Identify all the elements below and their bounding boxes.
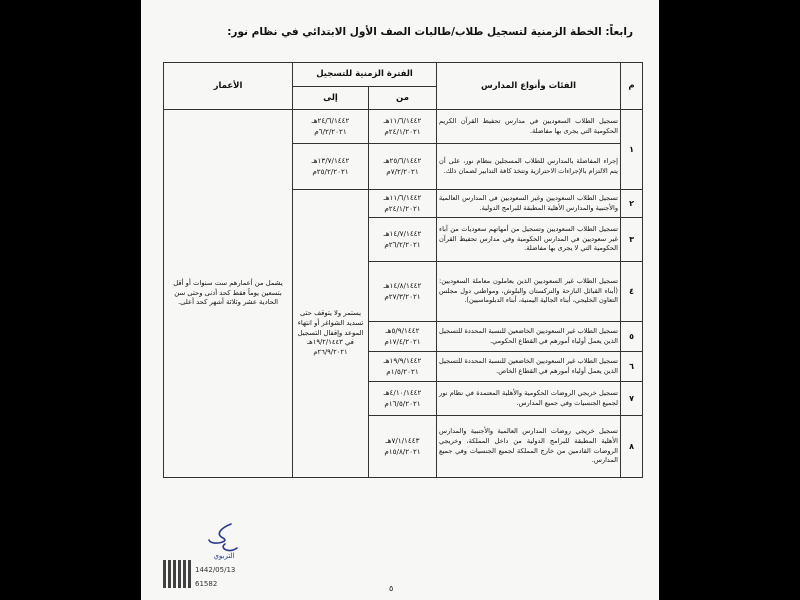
row-category: تسجيل الطلاب غير السعوديين الخاضعين للنسبة المحددة للتسجيل الذين يعمل أولياء أمورهم في القطاع الخاص. [437,352,621,382]
row-number: ٦ [621,352,643,382]
row-from-date: ٢٥/٦/١٤٤٢هـ ٧/٢/٢٠٢١م [369,144,437,190]
row-from-date: ١١/٦/١٤٤٢هـ ٢٤/١/٢٠٢١م [369,110,437,144]
row-category: تسجيل الطلاب السعوديين وتسجيل من أمهاتهم سعوديات من آباء غير سعوديين في المدارس الحكومية وفي مدارس تحفيظ القرآن الحكومية التي لا يجرى بها مفاضلة. [437,218,621,262]
signature-label: التربوي [213,552,235,560]
registration-close-note: يستمر ولا يتوقف حتى تسديد الشواغر أو انتهاء الموعد وإقفال التسجيل في ١٩/٢/١٤٤٣هـ ٢٦/٩/٢٠٢١م [293,190,369,478]
row-number: ١ [621,110,643,190]
page-number: ٥ [389,584,394,593]
header-to: إلى [293,86,369,110]
row-number: ٨ [621,416,643,478]
row-from-date: ١٤/٧/١٤٤٢هـ ٢٦/٢/٢٠٢١م [369,218,437,262]
row-from-date: ١٩/٩/١٤٤٢هـ ١/٥/٢٠٢١م [369,352,437,382]
registration-timeline-table [163,62,643,478]
row-from-date: ٤/١٠/١٤٤٢هـ ١٦/٥/٢٠٢١م [369,382,437,416]
row-number: ٥ [621,322,643,352]
row-number: ٣ [621,218,643,262]
row-from-date: ١١/٦/١٤٤٢هـ ٢٤/١/٢٠٢١م [369,190,437,218]
ages-group-1: يشمل من أعمارهم ست سنوات أو أقل بتسعين يوماً فقط كحد أدنى وحتى سن الحادية عشر وثلاثة أشهر كحد أعلى. [164,110,293,478]
header-category: الفئات وأنواع المدارس [437,63,621,110]
document-page [141,0,659,600]
row-from-date: ٥/٩/١٤٤٢هـ ١٧/٤/٢٠٢١م [369,322,437,352]
header-row [164,63,643,87]
stamp-number: 61582 [195,580,218,588]
page-heading: رابعاً: الخطة الزمنية لتسجيل طلاب/طالبات الصف الأول الابتدائي في نظام نور: [227,26,633,38]
row-category: تسجيل خريجي روضات المدارس العالمية والأجنبية والمدارس الأهلية المطبقة للبرامج الدولية من داخل المملكة، وخريجي الروضات القادمين من خارج المملكة لجميع الجنسيات وفي جميع المدارس. [437,416,621,478]
header-from: من [369,86,437,110]
row-number: ٢ [621,190,643,218]
row-category: تسجيل الطلاب غير السعوديين الذين يعاملون معاملة السعوديين: (أبناء القبائل النازحة والتركستان والبلوش، ومواطني دول مجلس التعاون الخليجي، أبناء الجالية اليمنية، أبناء الدبلوماسيين). [437,262,621,322]
stamp-date: 1442/05/13 [195,566,236,574]
qr-code-icon [163,560,191,588]
row-number: ٤ [621,262,643,322]
header-period: الفترة الزمنية للتسجيل [293,63,437,87]
row-to-date: ١٣/٧/١٤٤٢هـ ٢٥/٢/٢٠٢١م [293,144,369,190]
row-from-date: ١٤/٨/١٤٤٢هـ ٢٧/٣/٢٠٢١م [369,262,437,322]
header-num: م [621,63,643,110]
row-category: تسجيل الطلاب السعوديين في مدارس تحفيظ القرآن الكريم الحكومية التي يجرى بها مفاضلة. [437,110,621,144]
header-ages: الأعمار [164,63,293,110]
signature-mark [201,518,247,562]
row-number: ٧ [621,382,643,416]
row-category: تسجيل خريجي الروضات الحكومية والأهلية المعتمدة في نظام نور لجميع الجنسيات وفي جميع المدارس. [437,382,621,416]
row-from-date: ٧/١/١٤٤٣هـ ١٥/٨/٢٠٢١م [369,416,437,478]
row-to-date: ٢٤/٦/١٤٤٢هـ ٦/٢/٢٠٢١م [293,110,369,144]
row-category: إجراء المفاضلة بالمدارس للطلاب المسجلين بنظام نور، على أن يتم الالتزام بالإجراءات الاحترازية وتتخذ كافة التدابير لضمان ذلك. [437,144,621,190]
row-category: تسجيل الطلاب غير السعوديين الخاضعين للنسبة المحددة للتسجيل الذين يعمل أولياء أمورهم في القطاع الحكومي. [437,322,621,352]
row-category: تسجيل الطلاب السعوديين وغير السعوديين في المدارس العالمية والأجنبية والمدارس الأهلية المطبقة للبرامج الدولية. [437,190,621,218]
table-row [164,110,643,144]
